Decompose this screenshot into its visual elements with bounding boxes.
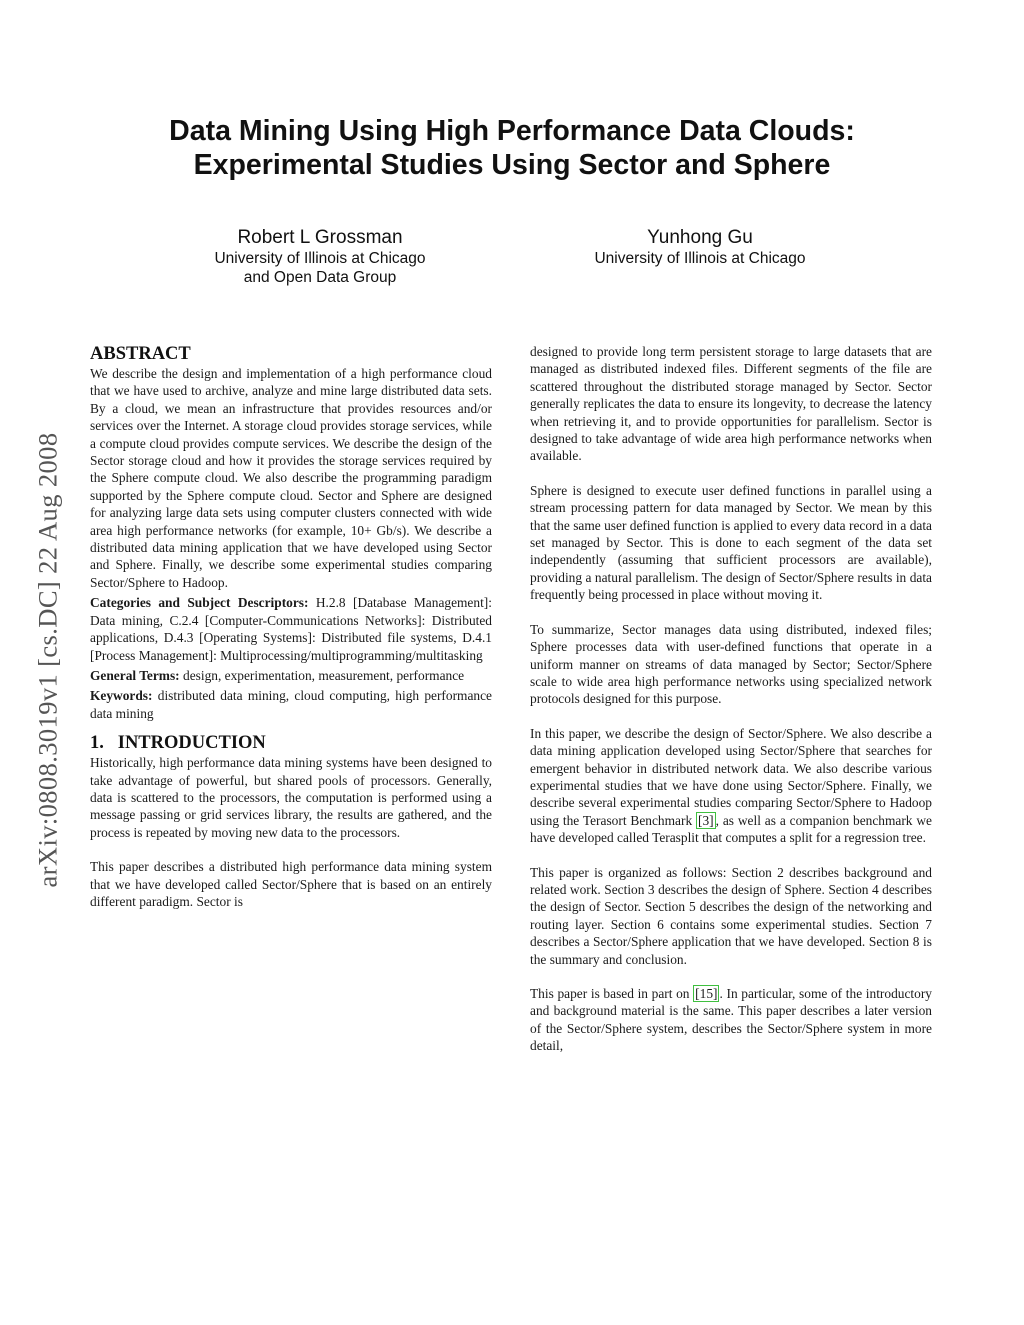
introduction-heading: 1. INTRODUCTION xyxy=(90,733,266,754)
citation-link-3[interactable]: [3] xyxy=(698,812,714,828)
intro-paragraph-1: Historically, high performance data mining systems have been designed to take advantage of powerful, but shared pools of processors. Generally, data is scattered to the processors, the computation is performed using a message passing or grid services library, the results are gathered, and the process is repeated by moving new data to the processors. xyxy=(90,755,492,840)
author-block-grossman xyxy=(170,226,470,287)
body-paragraph-prior-work xyxy=(530,985,932,1055)
title-line-1: Data Mining Using High Performance Data Clouds: xyxy=(169,115,855,147)
title-line-2: Experimental Studies Using Sector and Sphere xyxy=(193,149,831,181)
prior-work-text-cont: . In particular, some of the introductory and background material is the same. This paper describes a later version of the Sector/Sphere system, describes the Sector/Sphere system in more detail, xyxy=(530,986,932,1054)
body-paragraph-overview xyxy=(530,725,932,847)
body-paragraph-organization: This paper is organized as follows: Section 2 describes background and related work. Section 3 describes the design of Sphere. Section 4 describes the design of Sector. Section 5 describes the design of the networking and routing layer. Section 6 contains some experimental studies. Section 7 describes a Sector/Sphere application that we have developed. Section 8 is the summary and conclusion. xyxy=(530,864,932,967)
author-block-gu xyxy=(550,226,850,268)
author-affiliation: University of Illinois at Chicago xyxy=(214,250,426,267)
general-terms-label: General Terms: xyxy=(90,667,180,683)
keywords-label: Keywords: xyxy=(90,688,153,704)
prior-work-text: This paper is based in part on xyxy=(530,986,694,1001)
body-paragraph-summary: To summarize, Sector manages data using distributed, indexed files; Sphere processes data with user-defined functions that operate in a uniform manner on streams of data managed by Sector; Sector/Sphere scale to wide area high performance networks using specialized network protocols designed for this purpose. xyxy=(530,621,932,707)
body-paragraph-sphere: Sphere is designed to execute user defined functions in parallel using a stream processing pattern for data managed by Sector. We mean by this that the same user defined function is applied to every data record in a data set managed by Sector. This is done to each segment of the data set independently (assuming that sufficient processors are available), providing a natural parallelism. The design of Sector/Sphere results in data frequently being processed in place without moving it. xyxy=(530,482,932,603)
abstract-heading: ABSTRACT xyxy=(90,344,191,364)
right-column xyxy=(530,343,932,1055)
paper-title xyxy=(0,114,1024,182)
overview-text: In this paper, we describe the design of Sector/Sphere. We also describe a data mining application developed using Sector/Sphere that searches for emergent behavior in distributed network data. We also describe various experimental studies that we have done using Sector/Sphere. Finally, we describe several experimental studies comparing Sector/Sphere to Hadoop using the Terasort Benchmark xyxy=(530,725,932,828)
categories-label: Categories and Subject Descriptors: xyxy=(90,595,309,611)
abstract-text: We describe the design and implementation of a high performance cloud that we have used to archive, analyze and mine large distributed data sets. By a cloud, we mean an infrastructure that provides resources and/or services over the Internet. A storage cloud provides storage services, while a compute cloud provides compute services. We describe the design of the Sector storage cloud and how it provides the storage services required by the Sphere compute cloud. We also describe the programming paradigm supported by the Sphere compute cloud. Sector and Sphere are designed for analyzing large data sets using computer clusters connected with wide area high performance networks (for example, 10+ Gb/s). We describe a distributed data mining application that we have developed using Sector and Sphere. Finally, we describe some experimental studies comparing Sector/Sphere to Hadoop. xyxy=(90,366,492,590)
categories-text: H.2.8 [Database Management]: Data mining, C.2.4 [Computer-Communications Networks]: Distributed applications, D.4.3 [Operating Systems]: Distributed file systems, D.4.1 [Process Management]: Multiprocessing/multiprogramming/multitasking xyxy=(90,595,492,663)
author-name: Robert L Grossman xyxy=(237,227,403,248)
keywords-paragraph xyxy=(90,687,492,722)
general-terms-text: design, experimentation, measurement, performance xyxy=(183,667,465,683)
citation-link-15[interactable]: [15] xyxy=(695,986,718,1001)
arxiv-stamp-text: arXiv:0808.3019v1 [cs.DC] 22 Aug 2008 xyxy=(32,432,63,888)
author-name: Yunhong Gu xyxy=(647,227,753,248)
categories-paragraph xyxy=(90,594,492,664)
overview-text-cont: , as well as a companion benchmark we have developed called Terasplit that computes a split for a regression tree. xyxy=(530,812,932,846)
left-column xyxy=(90,343,492,910)
intro-paragraph-2: This paper describes a distributed high performance data mining system that we have developed called Sector/Sphere that is based on an entirely different paradigm. Sector is xyxy=(90,859,492,909)
author-affiliation: University of Illinois at Chicago xyxy=(594,250,806,267)
body-paragraph-sector: designed to provide long term persistent storage to large datasets that are managed as distributed indexed files. Different segments of the file are scattered throughout the distributed storage managed by Sector. Sector generally replicates the data to ensure its longevity, to decrease the latency when retrieving it, and to provide opportunities for parallelism. Sector is designed to take advantage of wide area high performance networks when available. xyxy=(530,344,932,464)
author-affiliation-line-2: and Open Data Group xyxy=(243,269,397,286)
general-terms-paragraph xyxy=(90,667,492,684)
keywords-text: distributed data mining, cloud computing, high performance data mining xyxy=(90,688,492,721)
